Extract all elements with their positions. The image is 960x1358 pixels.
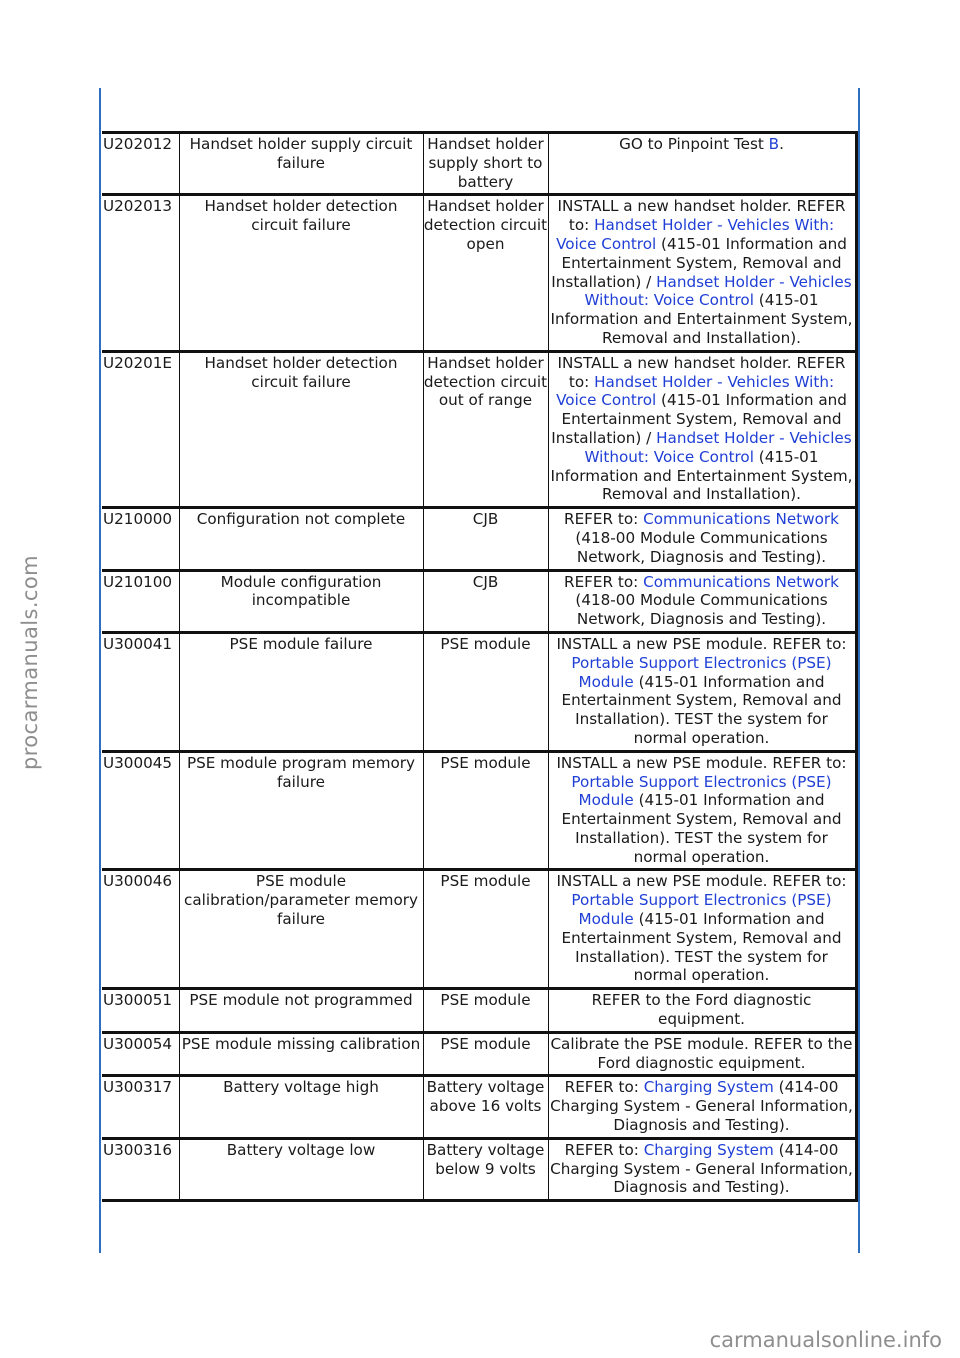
- table-row: [102, 751, 856, 870]
- dtc-code: U202013: [102, 195, 179, 351]
- dtc-table-container: [102, 131, 856, 1202]
- dtc-possible-cause: Handset holder detection circuit out of range: [423, 351, 548, 507]
- dtc-description: Handset holder supply circuit failure: [179, 133, 423, 195]
- dtc-description: Handset holder detection circuit failure: [179, 195, 423, 351]
- dtc-action: [548, 751, 856, 870]
- dtc-description: PSE module not programmed: [179, 989, 423, 1033]
- action-text: (415-01 Information and Entertainment System, Removal and Installation). TEST the system for normal operation.: [561, 910, 842, 985]
- table-row: [102, 632, 856, 751]
- action-text: REFER to:: [564, 510, 644, 529]
- table-row: [102, 989, 856, 1033]
- action-text: REFER to:: [564, 572, 644, 591]
- table-row: [102, 1138, 856, 1200]
- reference-link[interactable]: Portable Support Electronics (PSE) Module: [571, 772, 832, 810]
- action-text: GO to Pinpoint Test: [619, 135, 769, 153]
- dtc-possible-cause: PSE module: [423, 870, 548, 989]
- dtc-action: [548, 1076, 856, 1138]
- dtc-action: [548, 133, 856, 195]
- dtc-code: U300041: [102, 632, 179, 751]
- dtc-description: Configuration not complete: [179, 508, 423, 570]
- dtc-description: Battery voltage high: [179, 1076, 423, 1138]
- bottom-watermark: carmanualsonline.info: [709, 1328, 942, 1352]
- action-text: INSTALL a new handset holder. REFER to:: [557, 353, 846, 391]
- dtc-possible-cause: Handset holder supply short to battery: [423, 133, 548, 195]
- action-text: (414-00 Charging System - General Information, Diagnosis and Testing).: [550, 1140, 853, 1197]
- reference-link[interactable]: Portable Support Electronics (PSE) Module: [571, 653, 832, 691]
- action-text: (418-00 Module Communications Network, Diagnosis and Testing).: [575, 591, 828, 629]
- table-row: [102, 508, 856, 570]
- side-watermark: procarmanuals.com: [18, 555, 42, 770]
- action-text: .: [779, 135, 784, 153]
- action-text: (415-01 Information and Entertainment System, Removal and Installation) /: [551, 391, 847, 447]
- dtc-code: U202012: [102, 133, 179, 195]
- dtc-code: U20201E: [102, 351, 179, 507]
- action-text: (414-00 Charging System - General Information, Diagnosis and Testing).: [550, 1078, 853, 1135]
- reference-link[interactable]: Charging System: [643, 1078, 774, 1097]
- dtc-possible-cause: CJB: [423, 570, 548, 632]
- dtc-possible-cause: PSE module: [423, 1032, 548, 1076]
- reference-link[interactable]: Handset Holder - Vehicles With: Voice Control: [556, 216, 835, 253]
- dtc-description: PSE module missing calibration: [179, 1032, 423, 1076]
- action-text: (415-01 Information and Entertainment System, Removal and Installation). TEST the system for normal operation.: [561, 791, 842, 866]
- table-row: [102, 1032, 856, 1076]
- dtc-table: [102, 131, 858, 1202]
- table-row: [102, 870, 856, 989]
- reference-link[interactable]: Communications Network: [643, 572, 839, 591]
- dtc-action: [548, 351, 856, 507]
- dtc-description: PSE module program memory failure: [179, 751, 423, 870]
- reference-link[interactable]: B: [768, 135, 780, 153]
- dtc-possible-cause: Handset holder detection circuit open: [423, 195, 548, 351]
- table-row: [102, 351, 856, 507]
- dtc-description: PSE module failure: [179, 632, 423, 751]
- action-text: INSTALL a new PSE module. REFER to:: [556, 753, 847, 772]
- right-frame-line: [858, 88, 860, 1253]
- dtc-possible-cause: PSE module: [423, 751, 548, 870]
- dtc-action: [548, 989, 856, 1033]
- dtc-action: [548, 195, 856, 351]
- dtc-description: Module configuration incompatible: [179, 570, 423, 632]
- dtc-code: U300051: [102, 989, 179, 1033]
- dtc-code: U300046: [102, 870, 179, 989]
- action-text: (415-01 Information and Entertainment System, Removal and Installation) /: [551, 234, 847, 291]
- action-text: INSTALL a new PSE module. REFER to:: [556, 634, 847, 653]
- dtc-code: U300045: [102, 751, 179, 870]
- dtc-code: U300317: [102, 1076, 179, 1138]
- action-text: INSTALL a new handset holder. REFER to:: [557, 197, 846, 235]
- action-text: (418-00 Module Communications Network, Diagnosis and Testing).: [575, 528, 828, 566]
- action-text: REFER to:: [564, 1140, 644, 1159]
- dtc-code: U300054: [102, 1032, 179, 1076]
- action-text: INSTALL a new PSE module. REFER to:: [556, 872, 847, 891]
- dtc-action: [548, 870, 856, 989]
- table-row: [102, 1076, 856, 1138]
- dtc-action: [548, 1138, 856, 1200]
- action-text: (415-01 Information and Entertainment System, Removal and Installation).: [550, 291, 853, 347]
- reference-link[interactable]: Communications Network: [643, 510, 839, 529]
- dtc-code: U210000: [102, 508, 179, 570]
- dtc-possible-cause: PSE module: [423, 989, 548, 1033]
- action-text: (415-01 Information and Entertainment System, Removal and Installation).: [550, 447, 853, 504]
- action-text: Calibrate the PSE module. REFER to the Ford diagnostic equipment.: [550, 1034, 853, 1072]
- reference-link[interactable]: Handset Holder - Vehicles Without: Voice Control: [584, 428, 852, 466]
- action-text: REFER to the Ford diagnostic equipment.: [591, 991, 812, 1029]
- dtc-possible-cause: PSE module: [423, 632, 548, 751]
- dtc-code: U300316: [102, 1138, 179, 1200]
- reference-link[interactable]: Handset Holder - Vehicles With: Voice Control: [556, 372, 835, 410]
- dtc-description: Battery voltage low: [179, 1138, 423, 1200]
- dtc-possible-cause: Battery voltage above 16 volts: [423, 1076, 548, 1138]
- dtc-action: [548, 632, 856, 751]
- dtc-description: PSE module calibration/parameter memory failure: [179, 870, 423, 989]
- table-row: [102, 133, 856, 195]
- dtc-possible-cause: Battery voltage below 9 volts: [423, 1138, 548, 1200]
- dtc-action: [548, 508, 856, 570]
- dtc-code: U210100: [102, 570, 179, 632]
- action-text: (415-01 Information and Entertainment System, Removal and Installation). TEST the system for normal operation.: [561, 672, 842, 747]
- dtc-possible-cause: CJB: [423, 508, 548, 570]
- reference-link[interactable]: Handset Holder - Vehicles Without: Voice Control: [584, 272, 852, 310]
- left-frame-line: [99, 88, 101, 1253]
- table-row: [102, 195, 856, 351]
- dtc-action: [548, 1032, 856, 1076]
- action-text: REFER to:: [564, 1078, 644, 1097]
- reference-link[interactable]: Portable Support Electronics (PSE) Module: [571, 891, 832, 929]
- table-row: [102, 570, 856, 632]
- reference-link[interactable]: Charging System: [643, 1140, 774, 1159]
- dtc-table-body: [102, 133, 856, 1201]
- dtc-description: Handset holder detection circuit failure: [179, 351, 423, 507]
- dtc-action: [548, 570, 856, 632]
